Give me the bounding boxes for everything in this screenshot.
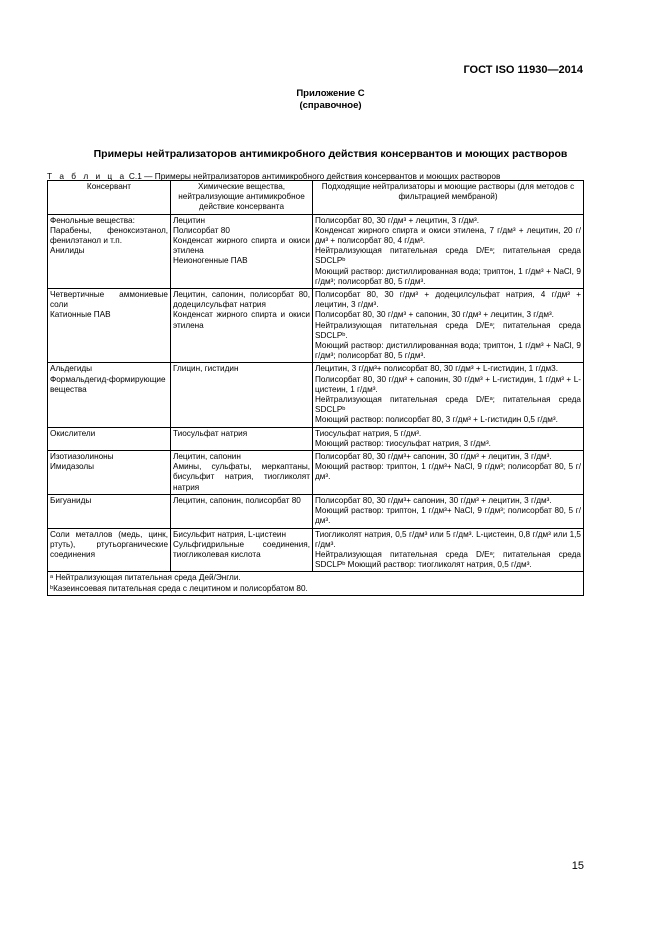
preservative-text: Анилиды (50, 246, 85, 256)
preservative-cell (48, 494, 171, 528)
neutralizers-text: Полисорбат 80, 30 г/дм³ + сапонин, 30 г/дм³ + L-гистидин, 1 г/дм³ + L-цистеин, 1 г/дм³. (315, 374, 581, 394)
column-header-preservative: Консервант (48, 181, 171, 215)
preservative-text: Окислители (50, 428, 96, 438)
neutralizers-text: Нейтрализующая питательная среда D/Eᵃ; питательная среда SDCLPᵇ (315, 395, 581, 415)
chemicals-cell (171, 427, 313, 450)
chemicals-cell (171, 528, 313, 572)
annex-title: Приложение C (296, 88, 365, 99)
neutralizers-cell (313, 451, 584, 495)
chemicals-text: Лецитин, сапонин, полисорбат 80 (173, 495, 301, 505)
neutralizers-text: Полисорбат 80, 30 г/дм³ + сапонин, 30 г/дм³ + лецитин, 3 г/дм³. (315, 310, 554, 320)
preservative-text: Изотиазолиноны (50, 452, 114, 462)
preservative-cell (48, 528, 171, 572)
neutralizers-text: Моющий раствор: триптон, 1 г/дм³+ NaCl, 9 г/дм³; полисорбат 80, 5 г/дм³. (315, 506, 581, 526)
preservative-cell (48, 427, 171, 450)
neutralizers-cell (313, 214, 584, 288)
chemicals-text: Лецитин, сапонин, полисорбат 80, додецилсульфат натрия (173, 290, 310, 310)
chemicals-text: Бисульфит натрия, L-цистеин (173, 529, 287, 539)
table-row (48, 427, 584, 450)
neutralizers-text: Моющий раствор: тиосульфат натрия, 3 г/дм³. (315, 438, 491, 448)
table-header-row (48, 181, 584, 215)
neutralizers-cell (313, 289, 584, 363)
preservative-text: Формальдегид-формирующие вещества (50, 374, 166, 394)
preservative-text: Соли металлов (медь, цинк, ртуть), ртутьорганические соединения (50, 529, 168, 559)
preservative-text: Четвертичные аммониевые соли (50, 290, 168, 310)
table-row (48, 528, 584, 572)
chemicals-text: Лецитин (173, 215, 206, 225)
neutralizers-text: Нейтрализующая питательная среда D/Eᵃ; питательная среда SDCLPᵇ Моющий раствор: тиогликолят натрия, 0,5 г/дм³. (315, 549, 581, 570)
preservative-cell (48, 451, 171, 495)
neutralizers-text: Нейтрализующая питательная среда D/Eᵃ; питательная среда SDCLPᵇ. (315, 320, 581, 340)
table-caption-text: С.1 — Примеры нейтрализаторов антимикробного действия консервантов и моющих растворов (126, 171, 501, 181)
neutralizers-text: Моющий раствор: триптон, 1 г/дм³+ NaCl, 9 г/дм³; полисорбат 80, 5 г/дм³. (315, 462, 581, 482)
neutralizers-cell (313, 494, 584, 528)
preservative-text: Катионные ПАВ (50, 310, 111, 320)
neutralizers-text: Полисорбат 80, 30 г/дм³+ сапонин, 30 г/дм³ + лецитин, 3 г/дм³. (315, 495, 552, 505)
neutralizers-cell (313, 363, 584, 427)
neutralizers-text: Полисорбат 80, 30 г/дм³ + лецитин, 3 г/дм³. (315, 215, 480, 225)
footnote-b: ᵇКазеинсоевая питательная среда с лецитином и полисорбатом 80. (50, 583, 308, 593)
neutralizers-text: Моющий раствор: полисорбат 80, 3 г/дм³ + L-гистидин 0,5 г/дм³. (315, 415, 558, 425)
preservative-text: Фенольные вещества: (50, 215, 135, 225)
footnotes-row (48, 572, 584, 595)
preservative-cell (48, 289, 171, 363)
chemicals-cell (171, 451, 313, 495)
neutralizers-table (47, 180, 584, 596)
chemicals-text: Лецитин, сапонин (173, 452, 241, 462)
annex-heading (0, 88, 661, 112)
neutralizers-text: Конденсат жирного спирта и окиси этилена, 7 г/дм³ + лецитин, 20 г/дм³ + полисорбат 80, 4 г/дм³. (315, 225, 581, 246)
column-header-neutralizers: Подходящие нейтрализаторы и моющие растворы (для методов с фильтрацией мембраной) (313, 181, 584, 215)
neutralizers-text: Полисорбат 80, 30 г/дм³ + додецилсульфат натрия, 4 г/дм³ + лецитин, 3 г/дм³. (315, 290, 581, 310)
preservative-text: Парабены, феноксиэтанол, фенилэтанол и т.п. (50, 225, 168, 246)
neutralizers-cell (313, 427, 584, 450)
table-row (48, 289, 584, 363)
neutralizers-text: Лецитин, 3 г/дм³+ полисорбат 80, 30 г/дм³ + L-гистидин, 1 г/дм3. (315, 364, 558, 374)
neutralizers-text: Тиогликолят натрия, 0,5 г/дм³ или 5 г/дм³. L-цистеин, 0,8 г/дм³ или 1,5 г/дм³. (315, 529, 581, 549)
preservative-cell (48, 363, 171, 427)
footnotes-cell (48, 572, 584, 595)
chemicals-cell (171, 214, 313, 288)
chemicals-text: Глицин, гистидин (173, 364, 239, 374)
column-header-chemicals: Химические вещества, нейтрализующие антимикробное действие консерванта (171, 181, 313, 215)
neutralizers-text: Моющий раствор: дистиллированная вода; триптон, 1 г/дм³ + NaCl, 9 г/дм³; полисорбат 80, 5 г/дм³. (315, 266, 581, 286)
page-title: Примеры нейтрализаторов антимикробного действия консервантов и моющих растворов (93, 148, 568, 160)
preservative-text: Бигуаниды (50, 495, 92, 505)
chemicals-cell (171, 289, 313, 363)
table-body (48, 214, 584, 572)
standard-header: ГОСТ ISO 11930—2014 (463, 64, 583, 76)
table-caption-prefix: Т а б л и ц а (47, 171, 127, 181)
preservative-cell (48, 214, 171, 288)
neutralizers-text: Тиосульфат натрия, 5 г/дм³. (315, 428, 422, 438)
table-row (48, 363, 584, 427)
table-row (48, 214, 584, 288)
neutralizers-text: Полисорбат 80, 30 г/дм³+ сапонин, 30 г/дм³ + лецитин, 3 г/дм³. (315, 452, 552, 462)
chemicals-text: Конденсат жирного спирта и окиси этилена (173, 310, 310, 330)
footnote-a: ᵃ Нейтрализующая питательная среда Дей/Энгли. (50, 573, 241, 583)
chemicals-text: Конденсат жирного спирта и окиси этилена (173, 236, 310, 256)
chemicals-text: Сульфгидрильные соединения, тиогликолевая кислота (173, 539, 310, 559)
preservative-text: Альдегиды (50, 364, 93, 374)
chemicals-text: Полисорбат 80 (173, 225, 230, 235)
neutralizers-text: Моющий раствор: дистиллированная вода; триптон, 1 г/дм³ + NaCl, 9 г/дм³; полисорбат 80, 5 г/дм³. (315, 341, 581, 361)
page-number: 15 (571, 860, 584, 872)
neutralizers-cell (313, 528, 584, 572)
neutralizers-text: Нейтрализующая питательная среда D/Eᵃ; питательная среда SDCLPᵇ (315, 246, 581, 266)
chemicals-text: Тиосульфат натрия (173, 428, 248, 438)
chemicals-cell (171, 363, 313, 427)
chemicals-text: Амины, сульфаты, меркаптаны, бисульфит натрия, тиогликолят натрия (173, 462, 310, 492)
annex-subtitle: (справочное) (299, 100, 362, 111)
chemicals-cell (171, 494, 313, 528)
table-row (48, 451, 584, 495)
chemicals-text: Неионогенные ПАВ (173, 256, 248, 266)
preservative-text: Имидазолы (50, 462, 95, 472)
table-row (48, 494, 584, 528)
